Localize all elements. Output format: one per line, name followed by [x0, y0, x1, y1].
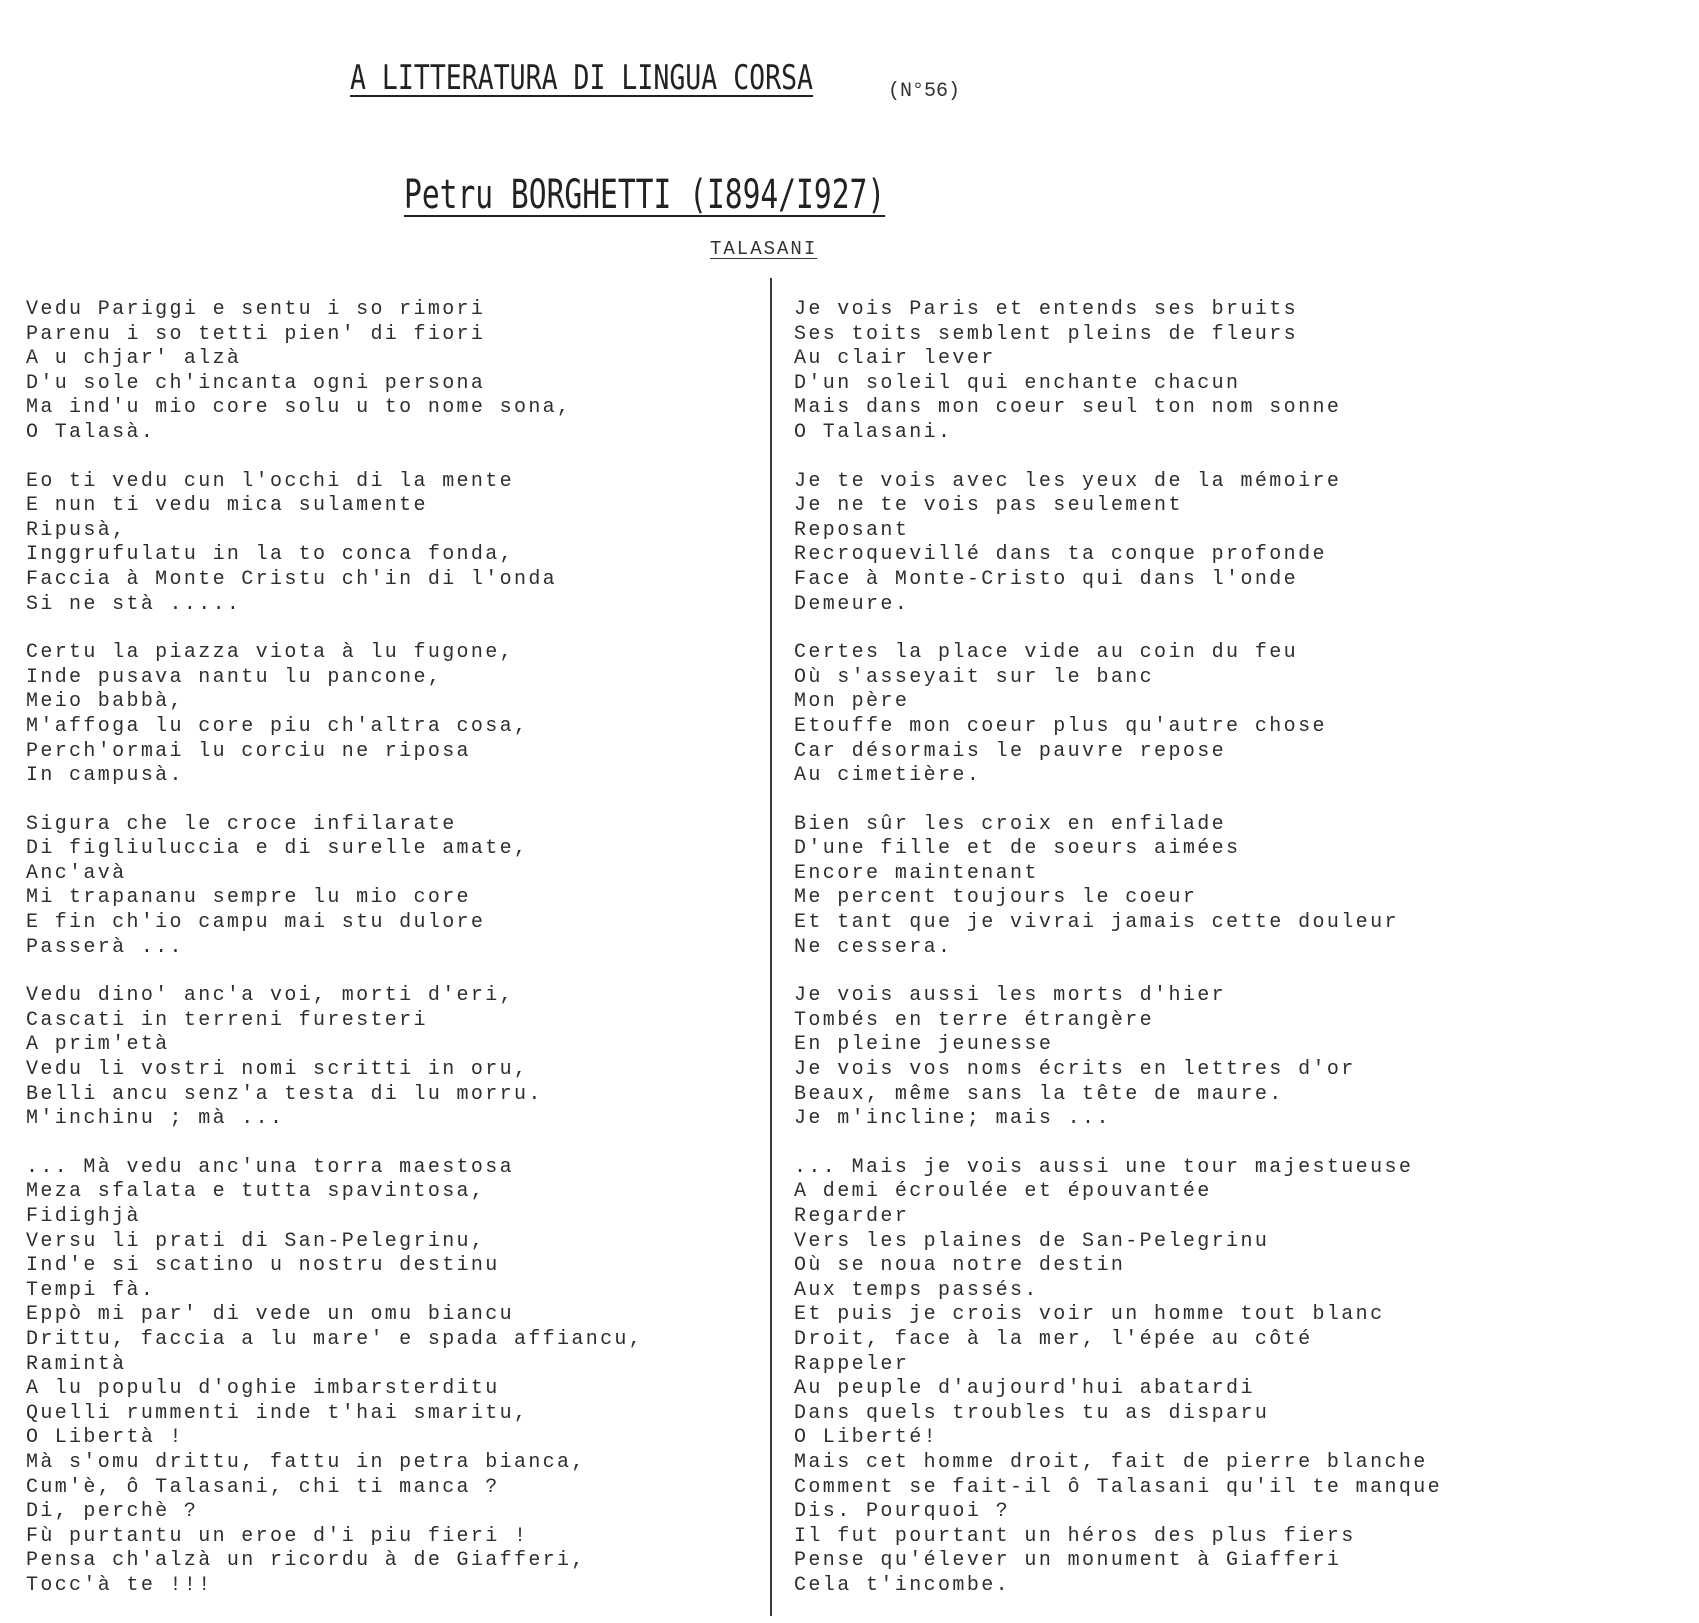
french-verse-line: Et puis je crois voir un homme tout blanc — [794, 1303, 1385, 1327]
french-verse-line: A demi écroulée et épouvantée — [794, 1180, 1212, 1204]
corsican-verse-line: Mi trapananu sempre lu mio core — [26, 886, 471, 910]
french-verse-line: Demeure. — [794, 592, 910, 616]
french-verse-line: Aux temps passés. — [794, 1278, 1039, 1302]
french-verse-line: Au peuple d'aujourd'hui abatardi — [794, 1377, 1255, 1401]
corsican-verse-line: Vedu Pariggi e sentu i so rimori — [26, 298, 486, 321]
corsican-verse-line: Ramintà — [26, 1352, 127, 1376]
corsican-verse-line: Meio babbà, — [26, 690, 184, 714]
french-verse-line: Vers les plaines de San-Pelegrinu — [794, 1229, 1270, 1253]
french-verse-line: Au clair lever — [794, 347, 996, 371]
corsican-stanza — [26, 1156, 766, 1599]
corsican-verse-line: Mà s'omu drittu, fattu in petra bianca, — [26, 1450, 586, 1474]
corsican-verse-line: Quelli rummenti inde t'hai smaritu, — [26, 1401, 529, 1425]
corsican-verse-line: Anc'avà — [26, 861, 127, 885]
corsican-verse-line: A prim'età — [26, 1033, 170, 1057]
french-verse-line: O Talasani. — [794, 420, 953, 444]
french-verse-line: Je vois vos noms écrits en lettres d'or — [794, 1058, 1356, 1082]
corsican-verse-line: A u chjar' alzà — [26, 347, 242, 371]
corsican-verse-line: Parenu i so tetti pien' di fiori — [26, 322, 486, 346]
french-verse-line: En pleine jeunesse — [794, 1033, 1054, 1057]
french-verse-line: Rappeler — [794, 1352, 910, 1376]
french-verse-line: D'un soleil qui enchante chacun — [794, 371, 1241, 395]
corsican-verse-line: Vedu dino' anc'a voi, morti d'eri, — [26, 984, 514, 1008]
corsican-verse-line: Faccia à Monte Cristu ch'in di l'onda — [26, 567, 558, 591]
french-verse-line: Je m'incline; mais ... — [794, 1107, 1111, 1131]
corsican-verse-line: O Talasà. — [26, 420, 156, 444]
corsican-verse-line: Fidighjà — [26, 1205, 141, 1228]
corsican-stanza — [26, 641, 766, 789]
corsican-stanza — [26, 298, 766, 446]
corsican-verse-line: Cum'è, ô Talasani, chi ti manca ? — [26, 1475, 500, 1499]
series-title: A LITTERATURA DI LINGUA CORSA — [350, 58, 814, 98]
corsican-verse-line: Certu la piazza viota à lu fugone, — [26, 641, 514, 665]
french-stanza — [794, 813, 1674, 961]
french-verse-line: Où se noua notre destin — [794, 1254, 1126, 1278]
french-verse-line: Il fut pourtant un héros des plus fiers — [794, 1524, 1356, 1548]
corsican-verse-line: Drittu, faccia a lu mare' e spada affiancu, — [26, 1327, 644, 1351]
corsican-verse-line: ... Mà vedu anc'una torra maestosa — [26, 1155, 514, 1179]
french-stanza — [794, 1156, 1674, 1599]
corsican-verse-line: Passerà ... — [26, 935, 184, 959]
corsican-verse-line: Di figliuluccia e di surelle amate, — [26, 837, 529, 861]
corsican-verse-line: Fù purtantu un eroe d'i piu fieri ! — [26, 1524, 529, 1548]
corsican-verse-line: Ma ind'u mio core solu u to nome sona, — [26, 396, 572, 420]
corsican-verse-line: Meza sfalata e tutta spavintosa, — [26, 1180, 486, 1204]
corsican-verse-line: Di, perchè ? — [26, 1500, 199, 1524]
french-verse-line: Recroquevillé dans ta conque profonde — [794, 543, 1327, 567]
french-verse-line: Où s'asseyait sur le banc — [794, 665, 1155, 689]
corsican-stanza — [26, 984, 766, 1132]
french-verse-line: Bien sûr les croix en enfilade — [794, 812, 1227, 836]
french-verse-line: Je ne te vois pas seulement — [794, 494, 1183, 518]
french-verse-line: Cela t'incombe. — [794, 1573, 1011, 1597]
corsican-verse-line: Sigura che le croce infilarate — [26, 812, 457, 836]
poem-title: TALASANI — [710, 238, 818, 260]
corsican-verse-line: Eo ti vedu cun l'occhi di la mente — [26, 469, 514, 493]
french-verse-line: Comment se fait-il ô Talasani qu'il te manque — [794, 1475, 1443, 1499]
corsican-verse-line: Si ne stà ..... — [26, 592, 242, 616]
french-verse-line: Reposant — [794, 518, 910, 542]
french-verse-line: Droit, face à la mer, l'épée au côté — [794, 1327, 1313, 1351]
french-translation-column — [794, 298, 1674, 1623]
corsican-verse-line: Ind'e si scatino u nostru destinu — [26, 1254, 500, 1278]
corsican-verse-line: Pensa ch'alzà un ricordu à de Giafferi, — [26, 1549, 586, 1573]
corsican-verse-line: A lu populu d'oghie imbarsterditu — [26, 1377, 500, 1401]
french-verse-line: Mais dans mon coeur seul ton nom sonne — [794, 396, 1342, 420]
french-verse-line: Au cimetière. — [794, 764, 982, 788]
corsican-verse-line: Ripusà, — [26, 518, 127, 542]
french-verse-line: Dis. Pourquoi ? — [794, 1500, 1011, 1524]
french-verse-line: ... Mais je vois aussi une tour majestueuse — [794, 1155, 1414, 1179]
corsican-text-column — [26, 298, 766, 1623]
french-verse-line: Me percent toujours le coeur — [794, 886, 1198, 910]
corsican-verse-line: Inde pusava nantu lu pancone, — [26, 665, 443, 689]
author-title: Petru BORGHETTI (I894/I927) — [404, 172, 886, 218]
french-verse-line: O Liberté! — [794, 1426, 939, 1450]
french-stanza — [794, 984, 1674, 1132]
french-verse-line: Encore maintenant — [794, 861, 1039, 885]
corsican-verse-line: Cascati in terreni furesteri — [26, 1008, 428, 1032]
french-verse-line: Car désormais le pauvre repose — [794, 739, 1227, 763]
corsican-verse-line: Tocc'à te !!! — [26, 1573, 213, 1597]
french-verse-line: Ses toits semblent pleins de fleurs — [794, 322, 1299, 346]
french-verse-line: Etouffe mon coeur plus qu'autre chose — [794, 714, 1327, 738]
french-verse-line: Ne cessera. — [794, 935, 953, 959]
corsican-verse-line: Belli ancu senz'a testa di lu morru. — [26, 1082, 543, 1106]
corsican-verse-line: In campusà. — [26, 764, 184, 788]
corsican-verse-line: Eppò mi par' di vede un omu biancu — [26, 1303, 514, 1327]
corsican-verse-line: Inggrufulatu in la to conca fonda, — [26, 543, 514, 567]
corsican-verse-line: O Libertà ! — [26, 1426, 184, 1450]
french-verse-line: Et tant que je vivrai jamais cette douleur — [794, 911, 1399, 935]
corsican-verse-line: Tempi fà. — [26, 1278, 156, 1302]
french-verse-line: Je te vois avec les yeux de la mémoire — [794, 469, 1342, 493]
french-stanza — [794, 298, 1674, 446]
corsican-verse-line: E nun ti vedu mica sulamente — [26, 494, 428, 518]
french-verse-line: Dans quels troubles tu as disparu — [794, 1401, 1270, 1425]
french-verse-line: Tombés en terre étrangère — [794, 1008, 1155, 1032]
french-verse-line: Mais cet homme droit, fait de pierre blanche — [794, 1450, 1428, 1474]
corsican-verse-line: E fin ch'io campu mai stu dulore — [26, 911, 486, 935]
corsican-verse-line: Versu li prati di San-Pelegrinu, — [26, 1229, 486, 1253]
corsican-verse-line: Vedu li vostri nomi scritti in oru, — [26, 1058, 529, 1082]
corsican-verse-line: M'affoga lu core piu ch'altra cosa, — [26, 714, 529, 738]
corsican-stanza — [26, 470, 766, 618]
french-verse-line: Regarder — [794, 1205, 910, 1228]
corsican-verse-line: D'u sole ch'incanta ogni persona — [26, 371, 486, 395]
french-stanza — [794, 641, 1674, 789]
column-divider — [770, 278, 772, 1616]
french-verse-line: Certes la place vide au coin du feu — [794, 641, 1299, 665]
french-verse-line: Mon père — [794, 690, 910, 714]
french-verse-line: Face à Monte-Cristo qui dans l'onde — [794, 567, 1299, 591]
series-number: (N°56) — [888, 80, 961, 103]
french-stanza — [794, 470, 1674, 618]
french-verse-line: Beaux, même sans la tête de maure. — [794, 1082, 1284, 1106]
corsican-verse-line: Perch'ormai lu corciu ne riposa — [26, 739, 471, 763]
french-verse-line: D'une fille et de soeurs aimées — [794, 837, 1241, 861]
corsican-verse-line: M'inchinu ; mà ... — [26, 1107, 285, 1131]
french-verse-line: Pense qu'élever un monument à Giafferi — [794, 1549, 1342, 1573]
corsican-stanza — [26, 813, 766, 961]
french-verse-line: Je vois Paris et entends ses bruits — [794, 298, 1299, 321]
french-verse-line: Je vois aussi les morts d'hier — [794, 984, 1227, 1008]
